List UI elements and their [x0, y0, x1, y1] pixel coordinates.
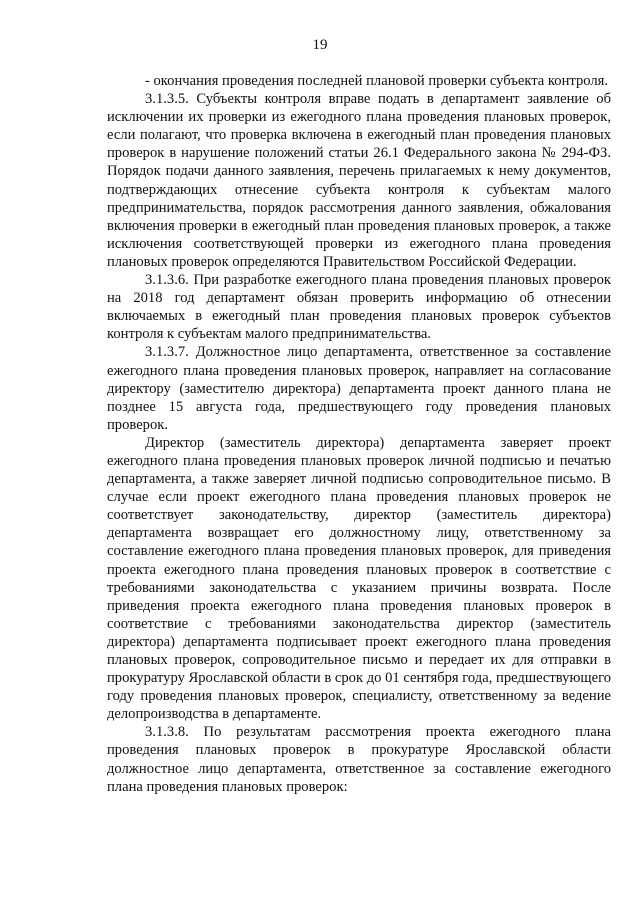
paragraph-director-certifies: Директор (заместитель директора) департамента заверяет проект ежегодного плана проведения плановых проверок личной подписью и печатью департамента, а также заверяет личной подписью сопроводительное письмо. В случае если проект ежегодного плана проведения плановых проверок не соответствует законодательству, директор (заместитель директора) департамента возвращает его должностному лицу, ответственному за составление ежегодного плана проведения плановых проверок, для приведения проекта ежегодного плана проведения плановых проверок в соответствие с требованиями законодательства с указанием причины возврата. После приведения проекта ежегодного плана проведения плановых проверок в соответствие с требованиями законодательства директор (заместитель директора) департамента подписывает проект ежегодного плана проведения плановых проверок, сопроводительное письмо и передает их для отправки в прокуратуру Ярославской области в срок до 01 сентября года, предшествующего году проведения плановых проверок, специалисту, ответственному за ведение делопроизводства в департаменте. [107, 434, 611, 723]
paragraph-3-1-3-7: 3.1.3.7. Должностное лицо департамента, ответственное за составление ежегодного плана проведения плановых проверок, направляет на согласование директору (заместителю директора) департамента проект данного плана не позднее 15 августа года, предшествующего году проведения плановых проверок. [107, 344, 611, 433]
document-body [107, 72, 611, 796]
paragraph-3-1-3-5: 3.1.3.5. Субъекты контроля вправе подать в департамент заявление об исключении их проверки из ежегодного плана проведения плановых проверок, если полагают, что проверка включена в ежегодный план проведения плановых проверок в нарушение положений статьи 26.1 Федерального закона № 294-ФЗ. Порядок подачи данного заявления, перечень прилагаемых к нему документов, подтверждающих отнесение субъекта контроля к субъектам малого предпринимательства, порядок рассмотрения данного заявления, обжалования включения проверки в ежегодный план проведения плановых проверок, а также исключения соответствующей проверки из ежегодного плана проведения плановых проверок определяются Правительством Российской Федерации. [107, 91, 611, 270]
paragraph-3-1-3-8: 3.1.3.8. По результатам рассмотрения проекта ежегодного плана проведения плановых проверок в прокуратуре Ярославской области должностное лицо департамента, ответственное за составление ежегодного плана проведения плановых проверок: [107, 724, 611, 795]
paragraph-end-of-last-inspection: - окончания проведения последней плановой проверки субъекта контроля. [145, 73, 608, 89]
page-number: 19 [312, 37, 328, 53]
paragraph-3-1-3-6: 3.1.3.6. При разработке ежегодного плана проведения плановых проверок на 2018 год департамент обязан проверить информацию об отнесении включаемых в ежегодный план проведения плановых проверок субъектов контроля к субъектам малого предпринимательства. [107, 272, 611, 343]
